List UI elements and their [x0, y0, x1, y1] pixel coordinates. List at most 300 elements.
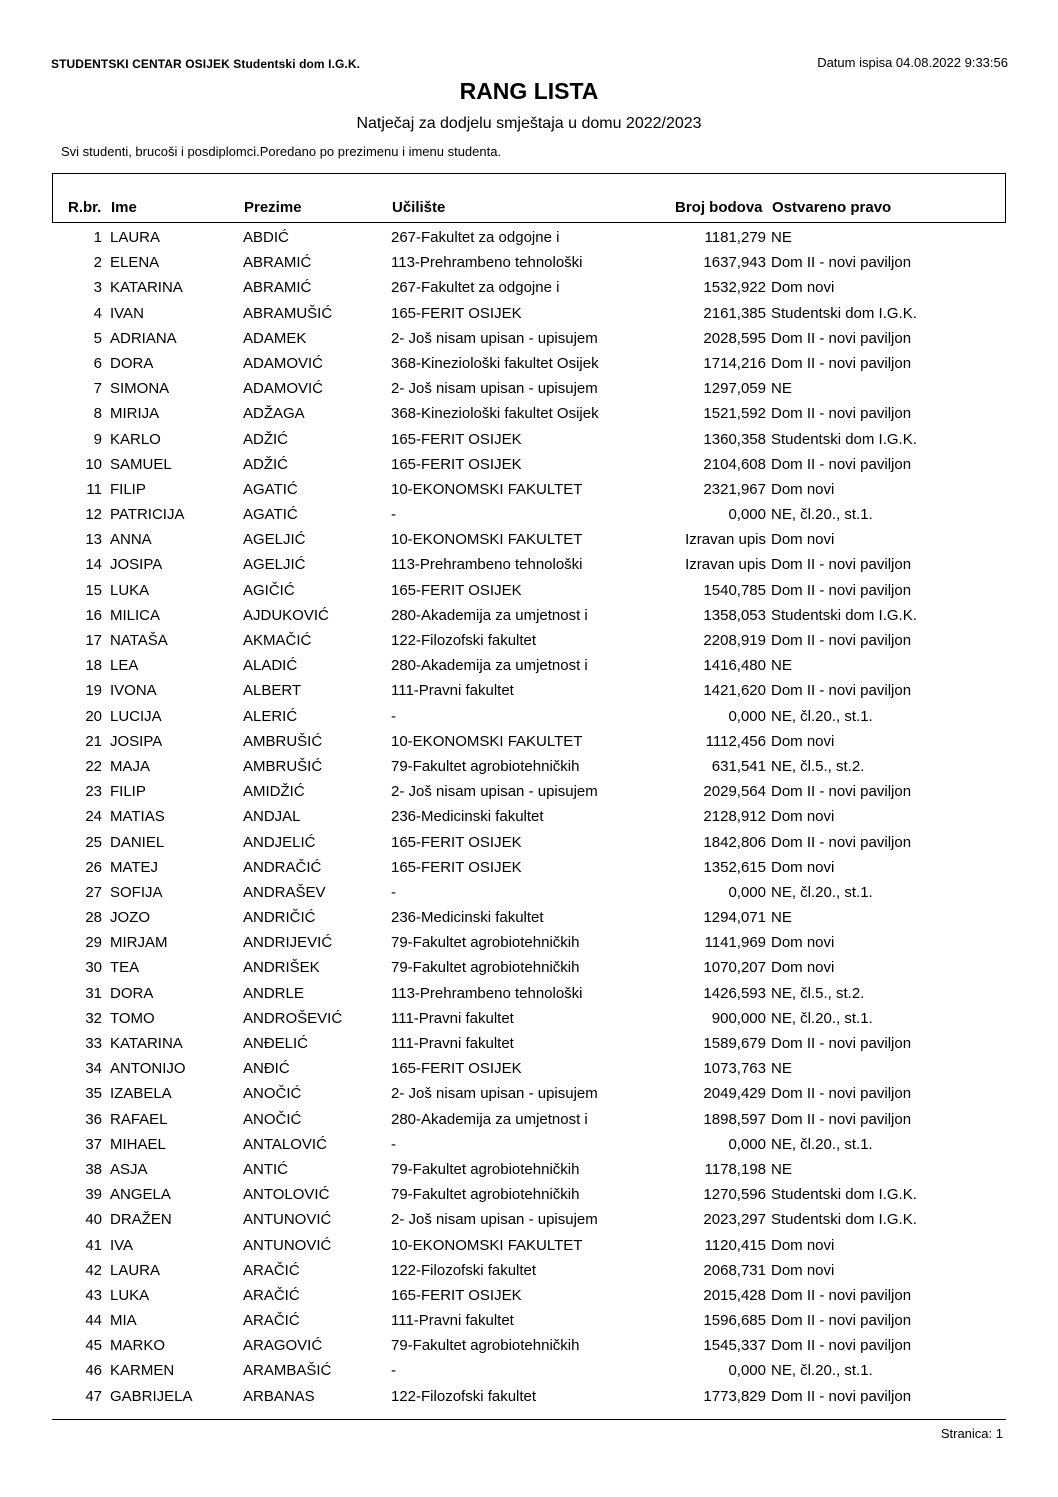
cell-ime: DORA	[110, 354, 154, 372]
cell-rbr: 10	[85, 455, 102, 473]
cell-pravo: NE, čl.5., st.2.	[771, 984, 865, 1002]
cell-uciliste: 79-Fakultet agrobiotehničkih	[391, 959, 580, 977]
cell-pravo: Dom II - novi paviljon	[771, 1312, 912, 1330]
cell-uciliste: 113-Prehrambeno tehnološki	[391, 254, 583, 272]
cell-pravo: Studentski dom I.G.K.	[771, 430, 917, 448]
table-row	[52, 1081, 1006, 1106]
cell-rbr: 39	[85, 1186, 102, 1204]
cell-pravo: NE, čl.20., st.1.	[771, 1362, 873, 1380]
cell-uciliste: 111-Pravni fakultet	[391, 1035, 514, 1052]
cell-ime: IVA	[110, 1236, 134, 1254]
cell-pravo: NE, čl.20., st.1.	[771, 1009, 873, 1027]
cell-bodovi: 2049,429	[703, 1085, 766, 1103]
cell-rbr: 4	[93, 304, 102, 322]
col-ime: Ime	[111, 199, 137, 216]
table-row	[52, 452, 1006, 477]
cell-prezime: ARAČIĆ	[243, 1286, 300, 1304]
cell-uciliste: -	[391, 1135, 396, 1153]
cell-pravo: Dom II - novi paviljon	[771, 254, 912, 272]
cell-bodovi: 1120,415	[704, 1236, 766, 1254]
cell-pravo: Dom II - novi paviljon	[771, 329, 912, 347]
cell-uciliste: 10-EKONOMSKI FAKULTET	[391, 480, 583, 498]
cell-bodovi: 2029,564	[703, 783, 766, 801]
cell-bodovi: 2015,428	[703, 1286, 766, 1304]
cell-prezime: ADŽIĆ	[243, 455, 288, 473]
table-row	[52, 653, 1006, 678]
cell-prezime: ANTOLOVIĆ	[243, 1186, 330, 1204]
cell-uciliste: 2- Još nisam upisan - upisujem	[391, 783, 598, 801]
cell-rbr: 23	[85, 783, 102, 801]
cell-pravo: NE	[771, 229, 792, 246]
table-row	[52, 427, 1006, 452]
table-row	[52, 250, 1006, 275]
cell-bodovi: 1112,456	[705, 732, 766, 750]
cell-bodovi: 1178,198	[704, 1160, 766, 1178]
cell-bodovi: 1714,216	[703, 354, 766, 372]
table-row	[52, 225, 1006, 250]
cell-bodovi: 2321,967	[703, 480, 766, 498]
cell-prezime: AGIČIĆ	[243, 581, 295, 599]
cell-rbr: 1	[93, 229, 102, 246]
cell-pravo: Dom II - novi paviljon	[771, 833, 912, 851]
cell-rbr: 29	[85, 934, 102, 952]
cell-rbr: 47	[85, 1387, 102, 1405]
cell-uciliste: 267-Fakultet za odgojne i	[391, 229, 560, 246]
cell-rbr: 37	[85, 1135, 102, 1153]
cell-ime: ANTONIJO	[110, 1060, 186, 1078]
table-row	[52, 578, 1006, 603]
cell-ime: SOFIJA	[110, 883, 163, 901]
cell-prezime: ARAČIĆ	[243, 1312, 300, 1330]
cell-ime: DORA	[110, 984, 154, 1002]
cell-rbr: 45	[85, 1337, 102, 1355]
cell-ime: KARMEN	[110, 1362, 175, 1380]
table-row	[52, 1031, 1006, 1056]
cell-bodovi: 1532,922	[703, 279, 766, 297]
table-row	[52, 1233, 1006, 1258]
cell-uciliste: 280-Akademija za umjetnost i	[391, 1110, 588, 1128]
cell-prezime: ANOČIĆ	[243, 1110, 302, 1128]
cell-rbr: 34	[85, 1060, 102, 1078]
table-row	[52, 1308, 1006, 1333]
cell-bodovi: 1358,053	[703, 606, 766, 624]
cell-bodovi: Izravan upis	[685, 531, 766, 549]
cell-rbr: 44	[85, 1312, 102, 1330]
cell-prezime: AGELJIĆ	[243, 531, 306, 549]
cell-rbr: 9	[93, 430, 102, 448]
cell-bodovi: 1294,071	[703, 909, 766, 927]
cell-rbr: 41	[85, 1236, 102, 1254]
cell-ime: SIMONA	[110, 380, 170, 398]
cell-pravo: NE, čl.20., st.1.	[771, 1135, 873, 1153]
cell-rbr: 20	[85, 707, 102, 725]
cell-prezime: ANTIĆ	[243, 1160, 288, 1178]
cell-ime: TEA	[110, 959, 140, 977]
cell-prezime: ADŽAGA	[243, 405, 305, 423]
cell-uciliste: 10-EKONOMSKI FAKULTET	[391, 531, 583, 549]
cell-prezime: ANDROŠEVIĆ	[243, 1009, 343, 1027]
cell-prezime: ARAGOVIĆ	[243, 1337, 323, 1355]
cell-ime: SAMUEL	[110, 455, 172, 473]
cell-prezime: AMIDŽIĆ	[243, 783, 305, 801]
cell-bodovi: 2023,297	[703, 1211, 766, 1229]
cell-ime: MARKO	[110, 1337, 166, 1355]
cell-uciliste: 236-Medicinski fakultet	[391, 808, 544, 826]
cell-ime: FILIP	[110, 480, 146, 498]
cell-ime: IZABELA	[110, 1085, 172, 1103]
table-row	[52, 1107, 1006, 1132]
cell-bodovi: 1270,596	[703, 1186, 766, 1204]
cell-rbr: 22	[85, 757, 102, 775]
cell-ime: PATRICIJA	[110, 506, 185, 524]
cell-rbr: 6	[93, 354, 102, 372]
cell-bodovi: 1426,593	[703, 984, 766, 1002]
cell-pravo: Dom II - novi paviljon	[771, 405, 912, 423]
cell-rbr: 7	[93, 380, 102, 398]
cell-uciliste: 267-Fakultet za odgojne i	[391, 279, 560, 297]
cell-pravo: NE, čl.20., st.1.	[771, 883, 873, 901]
cell-ime: LAURA	[110, 1261, 161, 1279]
cell-ime: JOSIPA	[110, 556, 163, 574]
cell-bodovi: 1181,279	[704, 229, 766, 246]
cell-prezime: ANDRAČIĆ	[243, 858, 322, 876]
table-row	[52, 1333, 1006, 1358]
table-row	[52, 880, 1006, 905]
cell-uciliste: 2- Još nisam upisan - upisujem	[391, 380, 598, 398]
cell-pravo: Dom II - novi paviljon	[771, 1110, 912, 1128]
cell-bodovi: 1521,592	[703, 405, 766, 423]
cell-bodovi: 2128,912	[703, 808, 766, 826]
cell-ime: TOMO	[110, 1009, 155, 1027]
table-row	[52, 275, 1006, 300]
table-row	[52, 301, 1006, 326]
cell-prezime: AKMAČIĆ	[243, 632, 312, 649]
cell-bodovi: 0,000	[728, 506, 766, 524]
cell-prezime: ANDRLE	[243, 984, 304, 1002]
table-bottom-rule	[52, 1419, 1006, 1420]
cell-ime: MIRJAM	[110, 934, 168, 952]
col-bodovi: Broj bodova	[675, 199, 763, 216]
cell-pravo: Dom II - novi paviljon	[771, 1085, 912, 1103]
cell-ime: LEA	[110, 657, 139, 675]
cell-bodovi: 0,000	[728, 1362, 766, 1380]
cell-bodovi: 631,541	[711, 757, 766, 775]
cell-prezime: ANDJAL	[243, 808, 301, 826]
page-number: Stranica: 1	[940, 1426, 1003, 1441]
cell-prezime: AMBRUŠIĆ	[243, 732, 323, 750]
cell-ime: ELENA	[110, 254, 160, 272]
cell-ime: ASJA	[110, 1160, 148, 1178]
cell-rbr: 15	[85, 581, 102, 599]
cell-rbr: 31	[85, 984, 102, 1002]
cell-pravo: Dom II - novi paviljon	[771, 1035, 912, 1052]
table-row	[52, 1006, 1006, 1031]
cell-prezime: AGATIĆ	[243, 506, 298, 524]
cell-pravo: Dom novi	[771, 858, 835, 876]
page-title: RANG LISTA	[459, 78, 599, 104]
cell-pravo: Dom II - novi paviljon	[771, 1337, 912, 1355]
cell-ime: LUKA	[110, 1286, 150, 1304]
cell-ime: KATARINA	[110, 279, 183, 297]
cell-prezime: AGATIĆ	[243, 480, 298, 498]
cell-uciliste: 113-Prehrambeno tehnološki	[391, 556, 583, 574]
cell-uciliste: 2- Još nisam upisan - upisujem	[391, 1085, 598, 1103]
cell-uciliste: 79-Fakultet agrobiotehničkih	[391, 1160, 580, 1178]
table-row	[52, 1132, 1006, 1157]
table-header	[52, 173, 1006, 223]
cell-prezime: AJDUKOVIĆ	[243, 606, 329, 624]
table-row	[52, 955, 1006, 980]
cell-uciliste: 122-Filozofski fakultet	[391, 1387, 537, 1405]
cell-rbr: 40	[85, 1211, 102, 1229]
cell-uciliste: 165-FERIT OSIJEK	[391, 1060, 522, 1078]
institution-header: STUDENTSKI CENTAR OSIJEK Studentski dom I.G.K.	[51, 57, 361, 71]
table-row	[52, 704, 1006, 729]
cell-ime: NATAŠA	[110, 632, 168, 649]
cell-bodovi: 0,000	[728, 1135, 766, 1153]
cell-bodovi: 1073,763	[703, 1060, 766, 1078]
cell-bodovi: 2104,608	[703, 455, 766, 473]
cell-bodovi: 1352,615	[703, 858, 766, 876]
cell-prezime: ABRAMIĆ	[243, 254, 312, 272]
cell-prezime: AGELJIĆ	[243, 556, 306, 574]
cell-pravo: Dom novi	[771, 959, 835, 977]
cell-rbr: 35	[85, 1085, 102, 1103]
cell-uciliste: -	[391, 506, 396, 524]
cell-pravo: Dom II - novi paviljon	[771, 783, 912, 801]
cell-uciliste: 2- Još nisam upisan - upisujem	[391, 1211, 598, 1229]
cell-prezime: ANĐELIĆ	[243, 1035, 309, 1052]
cell-pravo: Dom novi	[771, 808, 835, 826]
cell-prezime: ANTUNOVIĆ	[243, 1236, 332, 1254]
table-row	[52, 477, 1006, 502]
list-note: Svi studenti, brucoši i posdiplomci.Poredano po prezimenu i imenu studenta.	[61, 144, 502, 159]
cell-ime: DANIEL	[110, 833, 165, 851]
cell-uciliste: 113-Prehrambeno tehnološki	[391, 984, 583, 1002]
cell-prezime: ADAMOVIĆ	[243, 380, 324, 398]
cell-ime: ANNA	[110, 531, 152, 549]
cell-rbr: 30	[85, 959, 102, 977]
table-row	[52, 830, 1006, 855]
table-row	[52, 1182, 1006, 1207]
table-row	[52, 326, 1006, 351]
cell-rbr: 3	[93, 279, 102, 297]
cell-uciliste: 165-FERIT OSIJEK	[391, 833, 522, 851]
cell-pravo: Dom II - novi paviljon	[771, 354, 912, 372]
cell-pravo: Dom novi	[771, 279, 835, 297]
cell-uciliste: 165-FERIT OSIJEK	[391, 455, 522, 473]
cell-uciliste: 122-Filozofski fakultet	[391, 632, 537, 649]
table-row	[52, 527, 1006, 552]
cell-pravo: NE	[771, 380, 792, 398]
table-row	[52, 754, 1006, 779]
cell-prezime: ADŽIĆ	[243, 430, 288, 448]
cell-ime: LAURA	[110, 229, 161, 246]
cell-uciliste: -	[391, 1362, 396, 1380]
cell-uciliste: 165-FERIT OSIJEK	[391, 304, 522, 322]
cell-prezime: ADAMOVIĆ	[243, 354, 324, 372]
cell-rbr: 24	[85, 808, 102, 826]
cell-rbr: 46	[85, 1362, 102, 1380]
table-row	[52, 1358, 1006, 1383]
cell-ime: ANGELA	[110, 1186, 171, 1204]
table-row	[52, 603, 1006, 628]
cell-ime: MIA	[110, 1312, 137, 1330]
cell-uciliste: 111-Pravni fakultet	[391, 682, 514, 700]
cell-pravo: Dom novi	[771, 732, 835, 750]
cell-uciliste: 165-FERIT OSIJEK	[391, 858, 522, 876]
cell-pravo: NE	[771, 657, 792, 675]
cell-bodovi: 1596,685	[703, 1312, 766, 1330]
cell-rbr: 27	[85, 883, 102, 901]
cell-rbr: 42	[85, 1261, 102, 1279]
cell-pravo: Dom novi	[771, 934, 835, 952]
cell-bodovi: 1416,480	[703, 657, 766, 675]
cell-rbr: 13	[85, 531, 102, 549]
cell-ime: LUCIJA	[110, 707, 162, 725]
print-date: Datum ispisa 04.08.2022 9:33:56	[817, 55, 1008, 70]
cell-uciliste: -	[391, 707, 396, 725]
cell-bodovi: 1773,829	[703, 1387, 766, 1405]
cell-ime: FILIP	[110, 783, 146, 801]
cell-rbr: 19	[85, 682, 102, 700]
cell-prezime: ANDRIJEVIĆ	[243, 934, 333, 952]
cell-pravo: Dom II - novi paviljon	[771, 1387, 912, 1405]
table-row	[52, 729, 1006, 754]
table-row	[52, 401, 1006, 426]
cell-bodovi: 900,000	[711, 1009, 766, 1027]
table-row	[52, 502, 1006, 527]
cell-uciliste: 111-Pravni fakultet	[391, 1009, 514, 1027]
cell-bodovi: 2208,919	[703, 632, 766, 649]
col-pravo: Ostvareno pravo	[772, 199, 892, 216]
cell-uciliste: 280-Akademija za umjetnost i	[391, 606, 588, 624]
cell-prezime: ADAMEK	[243, 329, 307, 347]
col-rbr: R.br.	[68, 199, 102, 216]
cell-prezime: ARAČIĆ	[243, 1261, 300, 1279]
cell-uciliste: 368-Kineziološki fakultet Osijek	[391, 354, 599, 372]
table-row	[52, 628, 1006, 653]
cell-rbr: 2	[93, 254, 102, 272]
table-row	[52, 552, 1006, 577]
cell-ime: MIHAEL	[110, 1135, 166, 1153]
cell-ime: ADRIANA	[110, 329, 177, 347]
cell-prezime: ANDJELIĆ	[243, 833, 316, 851]
cell-ime: JOSIPA	[110, 732, 163, 750]
cell-ime: LUKA	[110, 581, 150, 599]
cell-ime: MIRIJA	[110, 405, 160, 423]
cell-rbr: 26	[85, 858, 102, 876]
cell-rbr: 33	[85, 1035, 102, 1052]
cell-ime: KARLO	[110, 430, 161, 448]
table-row	[52, 678, 1006, 703]
cell-ime: KATARINA	[110, 1035, 183, 1052]
cell-uciliste: 79-Fakultet agrobiotehničkih	[391, 757, 580, 775]
cell-rbr: 17	[85, 632, 102, 649]
cell-bodovi: 2068,731	[703, 1261, 766, 1279]
col-uciliste: Učilište	[392, 199, 446, 216]
cell-pravo: Dom II - novi paviljon	[771, 632, 912, 649]
cell-ime: RAFAEL	[110, 1110, 168, 1128]
cell-pravo: NE	[771, 1060, 792, 1078]
cell-uciliste: 79-Fakultet agrobiotehničkih	[391, 1337, 580, 1355]
table-row	[52, 855, 1006, 880]
cell-bodovi: 1545,337	[703, 1337, 766, 1355]
cell-ime: JOZO	[110, 909, 150, 927]
cell-prezime: ANDRAŠEV	[243, 883, 326, 901]
cell-pravo: Studentski dom I.G.K.	[771, 1186, 917, 1204]
cell-rbr: 32	[85, 1009, 102, 1027]
cell-bodovi: 1898,597	[703, 1110, 766, 1128]
cell-pravo: Dom II - novi paviljon	[771, 556, 912, 574]
cell-rbr: 5	[93, 329, 102, 347]
cell-rbr: 12	[85, 506, 102, 524]
cell-bodovi: 0,000	[728, 883, 766, 901]
cell-prezime: ANTALOVIĆ	[243, 1135, 327, 1153]
cell-bodovi: 1297,059	[703, 380, 766, 398]
table-row	[52, 1056, 1006, 1081]
cell-rbr: 18	[85, 657, 102, 675]
cell-bodovi: 1540,785	[703, 581, 766, 599]
cell-bodovi: 1421,620	[703, 682, 766, 700]
cell-ime: IVONA	[110, 682, 157, 700]
cell-prezime: ABRAMIĆ	[243, 279, 312, 297]
table-row	[52, 1384, 1006, 1409]
cell-pravo: NE, čl.5., st.2.	[771, 757, 865, 775]
cell-rbr: 8	[93, 405, 102, 423]
cell-prezime: ALADIĆ	[243, 657, 298, 675]
cell-pravo: NE	[771, 909, 792, 927]
cell-uciliste: 165-FERIT OSIJEK	[391, 430, 522, 448]
cell-pravo: Dom II - novi paviljon	[771, 455, 912, 473]
cell-ime: GABRIJELA	[110, 1387, 193, 1405]
cell-pravo: NE	[771, 1160, 792, 1178]
cell-rbr: 11	[86, 480, 102, 498]
table-row	[52, 779, 1006, 804]
cell-bodovi: 1070,207	[703, 959, 766, 977]
ranking-table	[52, 225, 1006, 1409]
cell-rbr: 14	[85, 556, 102, 574]
cell-prezime: ANOČIĆ	[243, 1085, 302, 1103]
table-row	[52, 905, 1006, 930]
cell-prezime: ABDIĆ	[243, 229, 289, 246]
cell-uciliste: 79-Fakultet agrobiotehničkih	[391, 1186, 580, 1204]
cell-bodovi: 1141,969	[704, 934, 766, 952]
cell-rbr: 43	[85, 1286, 102, 1304]
cell-prezime: ALBERT	[243, 682, 302, 700]
cell-pravo: Dom novi	[771, 1236, 835, 1254]
table-row	[52, 1283, 1006, 1308]
cell-ime: DRAŽEN	[110, 1211, 172, 1229]
cell-bodovi: Izravan upis	[685, 556, 766, 574]
cell-ime: MILICA	[110, 606, 161, 624]
cell-pravo: Dom II - novi paviljon	[771, 581, 912, 599]
cell-bodovi: 1589,679	[703, 1035, 766, 1052]
cell-pravo: Dom II - novi paviljon	[771, 1286, 912, 1304]
cell-prezime: ABRAMUŠIĆ	[243, 304, 333, 322]
cell-pravo: Dom novi	[771, 480, 835, 498]
cell-pravo: Dom novi	[771, 531, 835, 549]
cell-uciliste: 165-FERIT OSIJEK	[391, 1286, 522, 1304]
cell-prezime: ARBANAS	[243, 1387, 315, 1405]
page-subtitle: Natječaj za dodjelu smještaja u domu 2022/2023	[356, 115, 702, 132]
cell-rbr: 28	[85, 909, 102, 927]
cell-uciliste: 10-EKONOMSKI FAKULTET	[391, 732, 583, 750]
cell-pravo: Dom novi	[771, 1261, 835, 1279]
cell-uciliste: 280-Akademija za umjetnost i	[391, 657, 588, 675]
cell-ime: MATIAS	[110, 808, 165, 826]
cell-ime: IVAN	[110, 304, 144, 322]
